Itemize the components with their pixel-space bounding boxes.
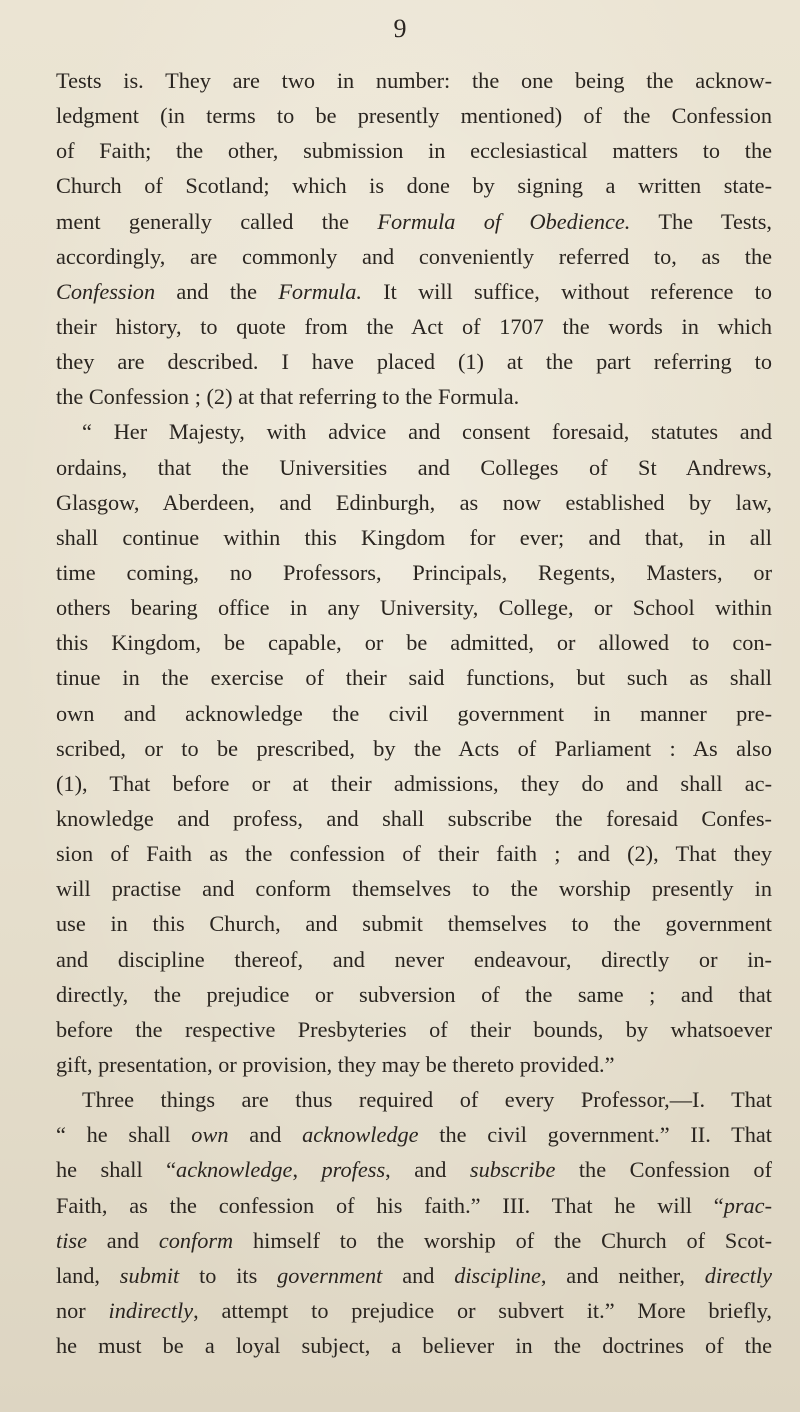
italic-text: Confession [56, 278, 156, 304]
text-line [56, 168, 772, 203]
italic-text: profess [321, 1157, 386, 1183]
text-segment: of Faith; the other, submission in ecclesiastical matters to the [56, 138, 772, 164]
text-segment: the Confession ; (2) at that referring to the Formula. [56, 384, 520, 410]
text-line [56, 801, 772, 836]
text-line [56, 977, 772, 1012]
text-line [56, 1258, 772, 1293]
text-line [56, 485, 772, 520]
text-segment: , and neither, [540, 1262, 705, 1288]
text-line [56, 98, 772, 133]
text-segment: land, [56, 1262, 120, 1288]
text-line [56, 1188, 772, 1223]
text-line [56, 1293, 772, 1328]
text-line [56, 1223, 772, 1258]
text-line [56, 309, 772, 344]
text-segment: directly, the prejudice or subversion of the same ; and that [56, 981, 772, 1007]
text-line [56, 133, 772, 168]
text-segment: ledgment (in terms to be presently mentioned) of the Confession [56, 103, 772, 129]
text-line [56, 590, 772, 625]
text-line [56, 906, 772, 941]
text-segment: to its [179, 1262, 278, 1288]
text-line [56, 731, 772, 766]
text-segment: before the respective Presbyteries of their bounds, by whatsoever [56, 1016, 772, 1042]
text-line [56, 660, 772, 695]
text-segment: scribed, or to be prescribed, by the Acts of Parliament : As also [56, 735, 772, 761]
text-segment: they are described. I have placed (1) at the part referring to [56, 349, 772, 375]
italic-text: submit [119, 1262, 180, 1288]
text-segment: It will suffice, without reference to [361, 278, 772, 304]
text-segment: and [86, 1227, 159, 1253]
text-segment: and the [155, 278, 279, 304]
text-line [56, 1117, 772, 1152]
text-segment: Faith, as the confession of his faith.” III. That he will “ [56, 1192, 724, 1218]
text-segment: others bearing office in any University, College, or School within [56, 595, 772, 621]
text-segment: he must be a loyal subject, a believer in the doctrines of the [56, 1333, 772, 1359]
text-segment: , and [385, 1157, 470, 1183]
italic-text: subscribe [469, 1157, 556, 1183]
page-number: 9 [393, 14, 407, 43]
text-segment: and [382, 1262, 455, 1288]
text-segment: tinue in the exercise of their said functions, but such as shall [56, 665, 772, 691]
text-segment: he shall “ [56, 1157, 177, 1183]
text-line [56, 836, 772, 871]
text-segment: ordains, that the Universities and Colleges of St Andrews, [56, 454, 772, 480]
text-segment: time coming, no Professors, Principals, Regents, Masters, or [56, 559, 772, 585]
text-segment: and discipline thereof, and never endeavour, directly or in- [56, 946, 772, 972]
text-segment: Glasgow, Aberdeen, and Edinburgh, as now established by law, [56, 489, 772, 515]
italic-text: indirectly [108, 1297, 194, 1323]
text-line [56, 1082, 772, 1117]
text-line [56, 625, 772, 660]
text-line [56, 204, 772, 239]
italic-text: acknowledge [176, 1157, 293, 1183]
text-segment: The Tests, [630, 208, 772, 234]
italic-text: acknowledge [302, 1122, 419, 1148]
text-line [56, 414, 772, 449]
italic-text: directly [704, 1262, 772, 1288]
text-segment: “ he shall [56, 1122, 192, 1148]
italic-text: conform [158, 1227, 234, 1253]
text-segment: sion of Faith as the confession of their faith ; and (2), That they [56, 841, 772, 867]
text-segment: , [292, 1157, 322, 1183]
text-line [56, 379, 772, 414]
text-segment: Three things are thus required of every Professor,—I. That [82, 1087, 772, 1113]
text-segment: will practise and conform themselves to the worship presently in [56, 876, 772, 902]
text-segment: Church of Scotland; which is done by signing a written state- [56, 173, 772, 199]
text-segment: gift, presentation, or provision, they may be thereto provided.” [56, 1051, 615, 1077]
text-segment: the Confession of [555, 1157, 772, 1183]
text-line [56, 450, 772, 485]
text-segment: this Kingdom, be capable, or be admitted, or allowed to con- [56, 630, 772, 656]
text-line [56, 239, 772, 274]
text-segment: their history, to quote from the Act of 1707 the words in which [56, 313, 772, 339]
text-line [56, 1012, 772, 1047]
text-line [56, 1328, 772, 1363]
text-line [56, 871, 772, 906]
text-segment: nor [56, 1297, 109, 1323]
text-segment: the civil government.” II. That [418, 1122, 772, 1148]
italic-text: tise [56, 1227, 87, 1253]
text-line [56, 766, 772, 801]
body-text [56, 63, 772, 1363]
italic-text: Formula. [278, 278, 362, 304]
italic-text: own [191, 1122, 229, 1148]
text-segment: himself to the worship of the Church of Scot- [233, 1227, 772, 1253]
text-segment: and [228, 1122, 303, 1148]
text-segment: ment generally called the [56, 208, 378, 234]
text-segment: own and acknowledge the civil government in manner pre- [56, 700, 772, 726]
italic-text: discipline [454, 1262, 541, 1288]
text-line [56, 274, 772, 309]
text-line [56, 1152, 772, 1187]
text-segment: Tests is. They are two in number: the one being the acknow- [56, 68, 772, 93]
text-segment: knowledge and profess, and shall subscribe the foresaid Confes- [56, 805, 772, 831]
text-segment: accordingly, are commonly and conveniently referred to, as the [56, 243, 772, 269]
text-line [56, 520, 772, 555]
text-segment: “ Her Majesty, with advice and consent foresaid, statutes and [82, 419, 772, 445]
italic-text: Formula of Obedience. [377, 208, 631, 234]
text-line [56, 1047, 772, 1082]
italic-text: government [277, 1262, 383, 1288]
text-line [56, 344, 772, 379]
text-line [56, 63, 772, 98]
text-segment: shall continue within this Kingdom for ever; and that, in all [56, 524, 772, 550]
italic-text: prac- [723, 1192, 772, 1218]
text-segment: use in this Church, and submit themselves to the government [56, 911, 772, 937]
text-line [56, 696, 772, 731]
text-line [56, 942, 772, 977]
text-segment: (1), That before or at their admissions, they do and shall ac- [56, 770, 772, 796]
text-line [56, 555, 772, 590]
text-segment: , attempt to prejudice or subvert it.” More briefly, [193, 1297, 772, 1323]
